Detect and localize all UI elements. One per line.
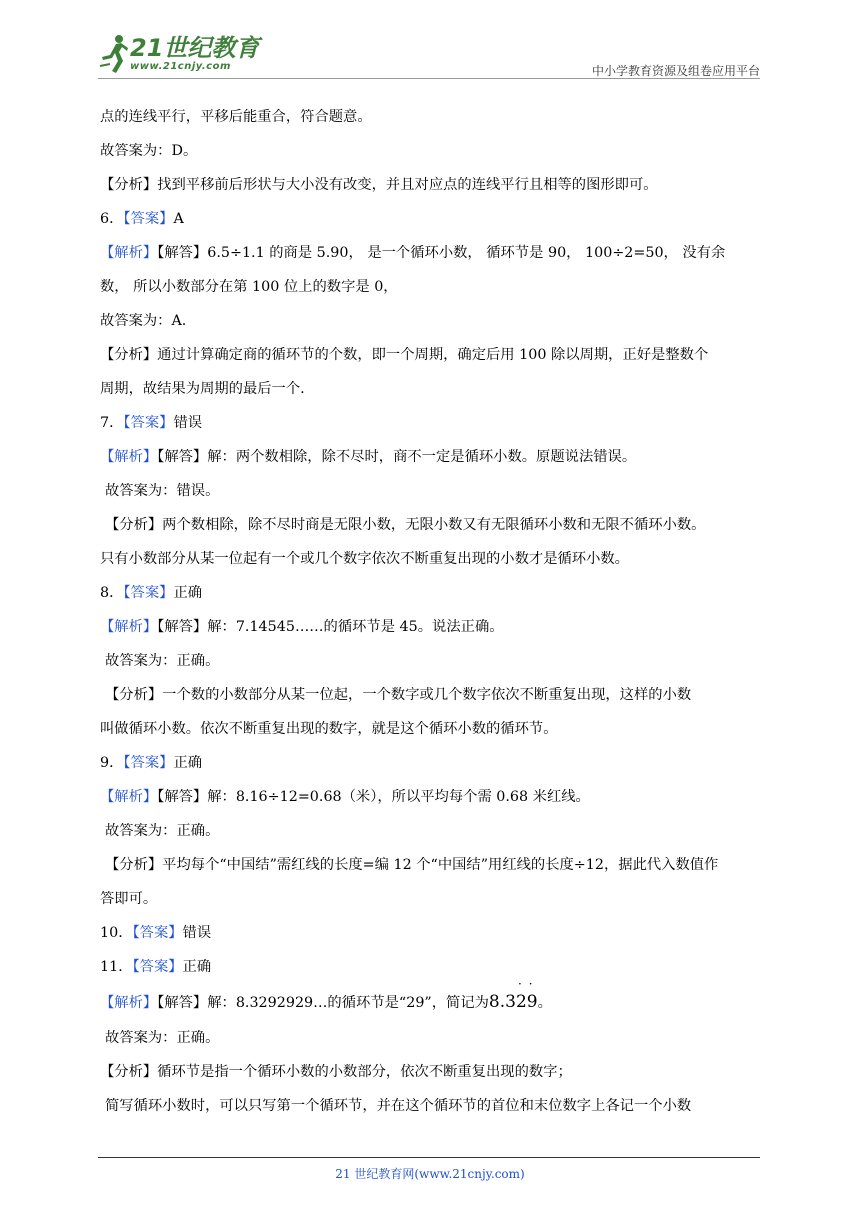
- line-text: 【分析】平均每个“中国结”需红线的长度=编 12 个“中国结”用红线的长度÷12，据此代入数值作: [105, 857, 719, 873]
- text-line: [100, 542, 762, 576]
- line-text: 故答案为：正确。: [105, 823, 220, 839]
- line-text: 错误: [182, 925, 212, 941]
- text-line: [100, 882, 762, 916]
- line-text: 周期，故结果为周期的最后一个.: [100, 381, 305, 397]
- text-line: [100, 644, 762, 678]
- text-line: [100, 406, 762, 440]
- text-line: [100, 848, 762, 882]
- line-text: 11．: [100, 959, 133, 975]
- text-line: [100, 576, 762, 610]
- text-line: [100, 236, 762, 270]
- line-text: 正确: [173, 755, 203, 771]
- text-line: [100, 372, 762, 406]
- line-text: 9．: [100, 755, 124, 771]
- answer-label: 【答案】: [123, 585, 174, 601]
- answer-label: 【答案】: [132, 959, 183, 975]
- repeat-digit-first: 2: [515, 992, 527, 1012]
- analysis-label: 【解析】: [100, 995, 158, 1011]
- text-line: [100, 610, 762, 644]
- text-line: [100, 1021, 762, 1055]
- text-line: [100, 678, 762, 712]
- line-text: 7．: [100, 415, 124, 431]
- header-divider: [98, 78, 760, 79]
- text-line: [100, 780, 762, 814]
- line-text: 【解答】解：7.14545……的循环节是 45。说法正确。: [157, 619, 504, 635]
- line-text: 【解答】解：两个数相除，除不尽时，商不一定是循环小数。原题说法错误。: [157, 449, 637, 465]
- line-text: 点的连线平行，平移后能重合，符合题意。: [100, 109, 372, 125]
- text-line: [100, 1055, 762, 1089]
- line-text: 6．: [100, 211, 124, 227]
- answer-label: 【答案】: [123, 415, 174, 431]
- text-line: [100, 134, 762, 168]
- line-text: 【分析】通过计算确定商的循环节的个数，即一个周期，确定后用 100 除以周期，正好是整数个: [100, 347, 709, 363]
- runner-logo-icon: [98, 33, 128, 75]
- logo-main-text: 21世纪教育: [130, 34, 260, 62]
- line-text: 故答案为：A.: [100, 313, 187, 329]
- line-text: 8．: [100, 585, 124, 601]
- repeat-dot-last: ·: [528, 977, 533, 991]
- line-text: 【分析】一个数的小数部分从某一位起，一个数字或几个数字依次不断重复出现，这样的小数: [105, 687, 692, 703]
- line-text: 故答案为：正确。: [105, 1030, 220, 1046]
- line-text: 简写循环小数时，可以只写第一个循环节，并在这个循环节的首位和末位数字上各记一个小数: [105, 1098, 692, 1114]
- text-line: [100, 746, 762, 780]
- text-line: [100, 814, 762, 848]
- line-text: 正确: [182, 959, 212, 975]
- answer-label: 【答案】: [123, 211, 174, 227]
- repeating-decimal-prefix: 8.3: [488, 992, 516, 1012]
- answer-label: 【解析】: [100, 449, 158, 465]
- line-text: 叫做循环小数。依次不断重复出现的数字，就是这个循环小数的循环节。: [100, 721, 558, 737]
- page-footer: 21 世纪教育网(www.21cnjy.com): [335, 1167, 525, 1181]
- line-text: 【解答】解：8.16÷12=0.68（米），所以平均每个需 0.68 米红线。: [157, 789, 590, 805]
- document-body: [100, 100, 762, 1123]
- line-text: 只有小数部分从某一位起有一个或几个数字依次不断重复出现的小数才是循环小数。: [100, 551, 629, 567]
- line-text: A: [173, 211, 184, 227]
- line-text: 【分析】两个数相除，除不尽时商是无限小数，无限小数又有无限循环小数和无限不循环小数。: [105, 517, 706, 533]
- line-text: 10．: [100, 925, 133, 941]
- line-text: 【解答】6.5÷1.1 的商是 5.90， 是一个循环小数， 循环节是 90， 100÷2=50， 没有余: [157, 245, 726, 261]
- text-line-special: [100, 977, 762, 1021]
- text-line: [100, 168, 762, 202]
- text-line: [100, 304, 762, 338]
- line-text: 故答案为：D。: [100, 143, 198, 159]
- text-line: [100, 270, 762, 304]
- line-text: 数， 所以小数部分在第 100 位上的数字是 0，: [100, 279, 398, 295]
- site-logo: [98, 32, 259, 76]
- text-line: [100, 338, 762, 372]
- header-platform-name: 中小学教育资源及组卷应用平台: [591, 64, 760, 78]
- line-text: 错误: [173, 415, 203, 431]
- repeating-decimal: [488, 977, 538, 1020]
- analysis-lines: [100, 1021, 762, 1123]
- text-line: [100, 1089, 762, 1123]
- answer-lines: [100, 100, 762, 984]
- text-line: [100, 202, 762, 236]
- text-line: [100, 100, 762, 134]
- special-line-text: 【解答】解：8.3292929…的循环节是“29”，简记为: [157, 995, 489, 1011]
- text-line: [100, 440, 762, 474]
- answer-label: 【解析】: [100, 789, 158, 805]
- page-header: [98, 28, 760, 80]
- repeat-digit-last: 9: [526, 992, 538, 1012]
- line-text: 【分析】找到平移前后形状与大小没有改变，并且对应点的连线平行且相等的图形即可。: [100, 177, 658, 193]
- answer-label: 【答案】: [132, 925, 183, 941]
- answer-label: 【解析】: [100, 619, 158, 635]
- answer-label: 【解析】: [100, 245, 158, 261]
- text-line: [100, 508, 762, 542]
- answer-label: 【答案】: [123, 755, 174, 771]
- special-line-suffix: 。: [537, 995, 552, 1011]
- text-line: [100, 950, 762, 984]
- line-text: 故答案为：错误。: [105, 483, 220, 499]
- line-text: 答即可。: [100, 891, 158, 907]
- text-line: [100, 712, 762, 746]
- logo-url-text: www.21cnjy.com: [130, 61, 231, 72]
- line-text: 正确: [173, 585, 203, 601]
- footer-divider: [98, 1157, 760, 1158]
- text-line: [100, 474, 762, 508]
- text-line: [100, 916, 762, 950]
- repeat-dot-first: ·: [517, 977, 522, 991]
- line-text: 【分析】循环节是指一个循环小数的小数部分，依次不断重复出现的数字；: [100, 1064, 572, 1080]
- line-text: 故答案为：正确。: [105, 653, 220, 669]
